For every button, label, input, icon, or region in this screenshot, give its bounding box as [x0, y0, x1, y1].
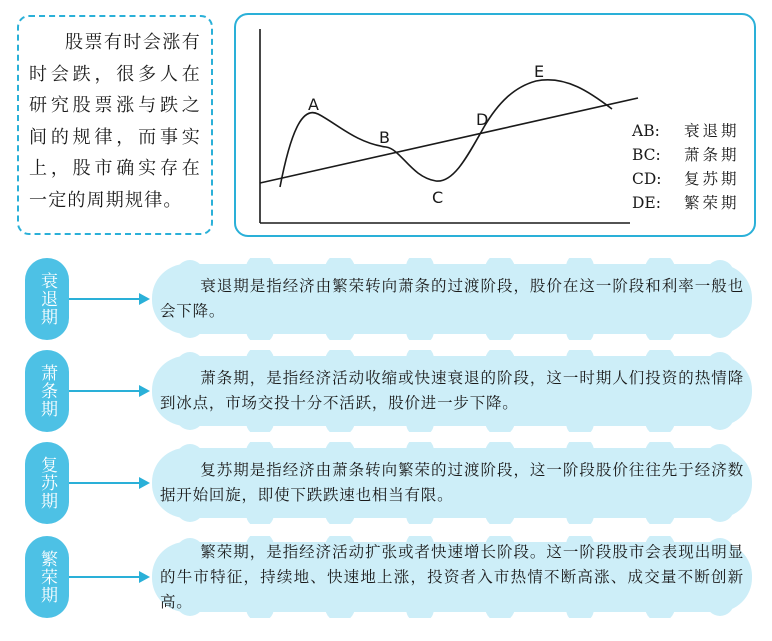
legend-item [632, 119, 740, 143]
cycle-wave [280, 80, 612, 187]
point-label-b: B [379, 128, 390, 147]
phase-label: 衰退期 [37, 272, 57, 326]
arrow-connector [69, 350, 153, 432]
phase-description: 复苏期是指经济由萧条转向繁荣的过渡阶段，这一阶段股价往往先于经济数据开始回旋，即使下跌跌速也相当有限。 [160, 461, 744, 504]
phase-legend [632, 119, 740, 215]
point-label-e: E [534, 62, 545, 81]
legend-name: 复苏期 [684, 170, 740, 188]
phase-row-depression [0, 350, 772, 432]
arrow-connector [69, 536, 153, 618]
phase-description: 萧条期，是指经济活动收缩或快速衰退的阶段，这一时期人们投资的热情降到冰点，市场交投十分不活跃，股价进一步下降。 [160, 369, 744, 412]
legend-code: BC: [632, 146, 661, 164]
legend-item [632, 167, 740, 191]
phase-description-box [160, 258, 744, 340]
phase-pill [25, 442, 69, 524]
intro-text: 股票有时会涨有时会跌，很多人在研究股票涨与跌之间的规律，而事实上，股市确实存在一定的周期规律。 [29, 32, 201, 211]
phase-row-prosperity [0, 536, 772, 618]
phase-pill [25, 536, 69, 618]
point-label-d: D [476, 110, 489, 129]
phase-description: 衰退期是指经济由繁荣转向萧条的过渡阶段，股价在这一阶段和利率一般也会下降。 [160, 277, 744, 320]
point-label-c: C [432, 188, 444, 207]
legend-name: 萧条期 [684, 146, 740, 164]
phase-label: 繁荣期 [37, 550, 57, 604]
phase-pill [25, 350, 69, 432]
legend-code: CD: [632, 170, 662, 188]
legend-name: 衰退期 [684, 122, 740, 140]
cycle-chart [234, 13, 756, 237]
legend-code: DE: [632, 194, 661, 212]
legend-item [632, 143, 740, 167]
phase-pill [25, 258, 69, 340]
phase-label: 萧条期 [37, 364, 57, 418]
phase-label: 复苏期 [37, 456, 57, 510]
arrow-connector [69, 258, 153, 340]
phase-row-recovery [0, 442, 772, 524]
phase-description-box [160, 350, 744, 432]
intro-box [17, 15, 213, 235]
legend-item [632, 191, 740, 215]
phase-row-recession [0, 258, 772, 340]
phase-description-box [160, 536, 744, 618]
legend-name: 繁荣期 [684, 194, 740, 212]
phase-description-box [160, 442, 744, 524]
legend-code: AB: [632, 122, 660, 140]
phase-description: 繁荣期，是指经济活动扩张或者快速增长阶段。这一阶段股市会表现出明显的牛市特征，持续地、快速地上涨，投资者入市热情不断高涨、成交量不断创新高。 [160, 542, 744, 611]
point-label-a: A [308, 95, 319, 114]
arrow-connector [69, 442, 153, 524]
